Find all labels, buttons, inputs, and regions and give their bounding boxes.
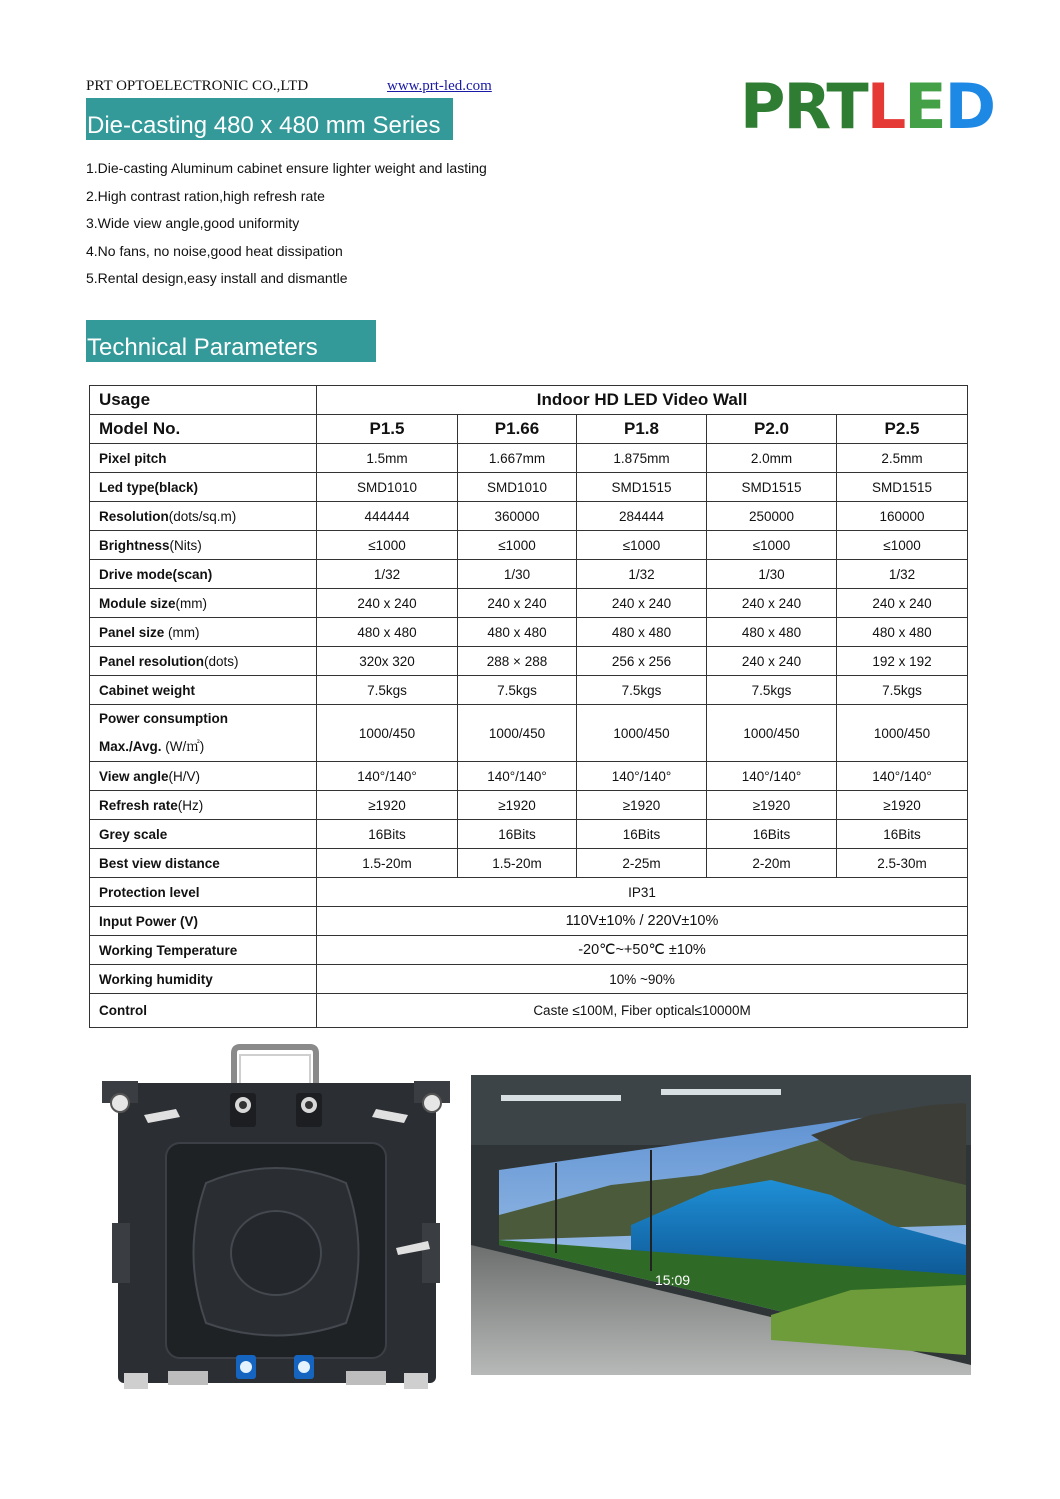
spec-value: ≥1920: [577, 791, 707, 820]
spec-value: 16Bits: [707, 820, 837, 849]
spec-row: [90, 531, 968, 560]
spec-value: 250000: [707, 502, 837, 531]
spec-label-text: Cabinet weight: [99, 682, 196, 698]
spec-row: [90, 791, 968, 820]
spec-label-unit: (Hz): [177, 797, 204, 813]
spec-value: SMD1515: [707, 473, 837, 502]
spec-label-text: Refresh rate: [99, 797, 178, 813]
spec-value: 1/30: [707, 560, 837, 589]
feature-item: 2.High contrast ration,high refresh rate: [86, 187, 325, 204]
spec-label: [90, 820, 317, 849]
spec-value: 140°/140°: [837, 762, 968, 791]
spec-value: ≥1920: [837, 791, 968, 820]
spec-value: 140°/140°: [707, 762, 837, 791]
spec-row: [90, 444, 968, 473]
spec-value: 16Bits: [458, 820, 577, 849]
spec-label: [90, 444, 317, 473]
spec-label: [90, 589, 317, 618]
spec-shared-value: -20℃~+50℃ ±10%: [317, 936, 968, 965]
spec-label: [90, 531, 317, 560]
spec-value: ≤1000: [707, 531, 837, 560]
spec-value: 240 x 240: [317, 589, 458, 618]
spec-value: 480 x 480: [577, 618, 707, 647]
spec-label: Control: [90, 994, 317, 1028]
spec-value: 1000/450: [837, 705, 968, 762]
spec-value: 1.875mm: [577, 444, 707, 473]
spec-label-text: Drive mode(scan): [99, 566, 213, 582]
spec-value: 16Bits: [837, 820, 968, 849]
feature-list: [86, 158, 487, 296]
spec-value: 360000: [458, 502, 577, 531]
spec-value: 480 x 480: [707, 618, 837, 647]
spec-label-unit: (mm): [164, 624, 200, 640]
spec-value: 1000/450: [317, 705, 458, 762]
series-title: Die-casting 480 x 480 mm Series: [87, 112, 441, 139]
spec-label: [90, 473, 317, 502]
model-cell: P1.8: [577, 415, 707, 444]
cabinet-rear-photo: [96, 1043, 456, 1398]
spec-label-text: Led type(black): [99, 479, 199, 495]
usage-label: Usage: [90, 386, 317, 415]
logo-d: D: [944, 70, 995, 143]
spec-label: [90, 647, 317, 676]
spec-value: ≤1000: [837, 531, 968, 560]
spec-label-text: Resolution: [99, 508, 169, 524]
spec-value: 480 x 480: [458, 618, 577, 647]
spec-shared-value: 110V±10% / 220V±10%: [317, 907, 968, 936]
spec-shared-value: Caste ≤100M, Fiber optical≤10000M: [317, 994, 968, 1028]
spec-value: 192 x 192: [837, 647, 968, 676]
spec-row: [90, 820, 968, 849]
spec-value: 7.5kgs: [317, 676, 458, 705]
spec-value: ≥1920: [317, 791, 458, 820]
model-label: Model No.: [90, 415, 317, 444]
spec-value: 1/30: [458, 560, 577, 589]
section-title: Technical Parameters: [87, 334, 318, 361]
spec-row: [90, 676, 968, 705]
spec-value: 16Bits: [577, 820, 707, 849]
spec-label-unit: (H/V): [168, 768, 201, 784]
spec-value: 160000: [837, 502, 968, 531]
spec-label: [90, 849, 317, 878]
spec-value: 7.5kgs: [837, 676, 968, 705]
spec-label-unit: (Nits): [169, 537, 202, 553]
spec-value: 288 × 288: [458, 647, 577, 676]
section-title-band: [86, 320, 376, 362]
power-label-unit: (W/㎡): [161, 739, 205, 754]
spec-value: 1/32: [317, 560, 458, 589]
model-cell: P1.66: [458, 415, 577, 444]
spec-value: 240 x 240: [707, 647, 837, 676]
spec-shared-value: IP31: [317, 878, 968, 907]
website-link[interactable]: www.prt-led.com: [387, 78, 492, 94]
spec-value: 7.5kgs: [707, 676, 837, 705]
spec-value: 444444: [317, 502, 458, 531]
spec-label-unit: (dots): [204, 653, 239, 669]
spec-value: 1.5-20m: [317, 849, 458, 878]
spec-value: 1.5mm: [317, 444, 458, 473]
spec-label: [90, 560, 317, 589]
spec-label: Working humidity: [90, 965, 317, 994]
spec-value: 1000/450: [577, 705, 707, 762]
spec-value: 1/32: [577, 560, 707, 589]
spec-label-text: Best view distance: [99, 855, 220, 871]
model-row: [90, 415, 968, 444]
spec-label: [90, 502, 317, 531]
usage-row: [90, 386, 968, 415]
spec-value: ≤1000: [458, 531, 577, 560]
spec-row: [90, 589, 968, 618]
spec-row: [90, 849, 968, 878]
spec-label: [90, 618, 317, 647]
spec-value: SMD1515: [577, 473, 707, 502]
spec-value: 16Bits: [317, 820, 458, 849]
spec-value: 320x 320: [317, 647, 458, 676]
spec-value: ≥1920: [458, 791, 577, 820]
power-label-line2: Max./Avg.: [99, 739, 162, 754]
model-cell: P2.0: [707, 415, 837, 444]
spec-row-power: [90, 705, 968, 762]
spec-row: [90, 560, 968, 589]
brand-logo: [740, 70, 995, 143]
spec-label: [90, 705, 317, 762]
spec-value: 240 x 240: [837, 589, 968, 618]
spec-value: ≤1000: [577, 531, 707, 560]
spec-row-shared: [90, 965, 968, 994]
logo-l: L: [866, 70, 905, 143]
spec-label-text: Module size: [99, 595, 176, 611]
spec-value: SMD1010: [317, 473, 458, 502]
spec-value: 2-20m: [707, 849, 837, 878]
spec-row-shared: [90, 907, 968, 936]
company-name: PRT OPTOELECTRONIC CO.,LTD: [86, 78, 309, 94]
spec-label-text: Pixel pitch: [99, 450, 167, 466]
video-wall-photo: [471, 1075, 971, 1375]
spec-value: 240 x 240: [577, 589, 707, 618]
spec-label: [90, 762, 317, 791]
spec-row: [90, 647, 968, 676]
model-cell: P1.5: [317, 415, 458, 444]
spec-label: Working Temperature: [90, 936, 317, 965]
spec-value: 1/32: [837, 560, 968, 589]
spec-value: SMD1515: [837, 473, 968, 502]
spec-label-text: Panel size: [99, 624, 165, 640]
spec-value: 480 x 480: [837, 618, 968, 647]
spec-label-unit: (dots/sq.m): [168, 508, 237, 524]
spec-value: 256 x 256: [577, 647, 707, 676]
spec-label: [90, 676, 317, 705]
usage-value: Indoor HD LED Video Wall: [317, 386, 968, 415]
feature-item: 3.Wide view angle,good uniformity: [86, 215, 300, 232]
spec-table: [89, 385, 968, 1028]
spec-value: 7.5kgs: [577, 676, 707, 705]
spec-value: 284444: [577, 502, 707, 531]
spec-label-text: Brightness: [99, 537, 170, 553]
spec-value: ≥1920: [707, 791, 837, 820]
logo-prt: PRT: [740, 70, 867, 143]
spec-value: 140°/140°: [577, 762, 707, 791]
spec-value: 2.5mm: [837, 444, 968, 473]
logo-e: E: [904, 70, 945, 143]
model-cell: P2.5: [837, 415, 968, 444]
spec-row-shared: [90, 936, 968, 965]
spec-value: 2.0mm: [707, 444, 837, 473]
spec-value: 240 x 240: [707, 589, 837, 618]
spec-row: [90, 473, 968, 502]
spec-label-text: Grey scale: [99, 826, 168, 842]
spec-label: Input Power (V): [90, 907, 317, 936]
spec-value: 2-25m: [577, 849, 707, 878]
spec-value: ≤1000: [317, 531, 458, 560]
spec-value: 240 x 240: [458, 589, 577, 618]
spec-value: SMD1010: [458, 473, 577, 502]
feature-item: 1.Die-casting Aluminum cabinet ensure lighter weight and lasting: [86, 160, 487, 176]
feature-item: 5.Rental design,easy install and dismantle: [86, 270, 348, 287]
spec-row-shared: [90, 994, 968, 1028]
spec-label: Protection level: [90, 878, 317, 907]
spec-value: 1.5-20m: [458, 849, 577, 878]
spec-shared-value: 10% ~90%: [317, 965, 968, 994]
spec-row: [90, 502, 968, 531]
spec-row: [90, 618, 968, 647]
feature-item: 4.No fans, no noise,good heat dissipation: [86, 242, 343, 259]
spec-row-shared: [90, 878, 968, 907]
spec-value: 1.667mm: [458, 444, 577, 473]
spec-label-text: View angle: [99, 768, 169, 784]
spec-label: [90, 791, 317, 820]
power-label-line1: Power consumption: [99, 711, 229, 726]
spec-value: 140°/140°: [458, 762, 577, 791]
spec-value: 1000/450: [458, 705, 577, 762]
spec-value: 7.5kgs: [458, 676, 577, 705]
spec-row: [90, 762, 968, 791]
wall-time-text: 15:09: [655, 1272, 691, 1288]
spec-label-text: Panel resolution: [99, 653, 205, 669]
spec-label-unit: (mm): [175, 595, 207, 611]
series-title-band: [86, 98, 453, 140]
spec-value: 140°/140°: [317, 762, 458, 791]
spec-value: 2.5-30m: [837, 849, 968, 878]
spec-value: 480 x 480: [317, 618, 458, 647]
spec-value: 1000/450: [707, 705, 837, 762]
